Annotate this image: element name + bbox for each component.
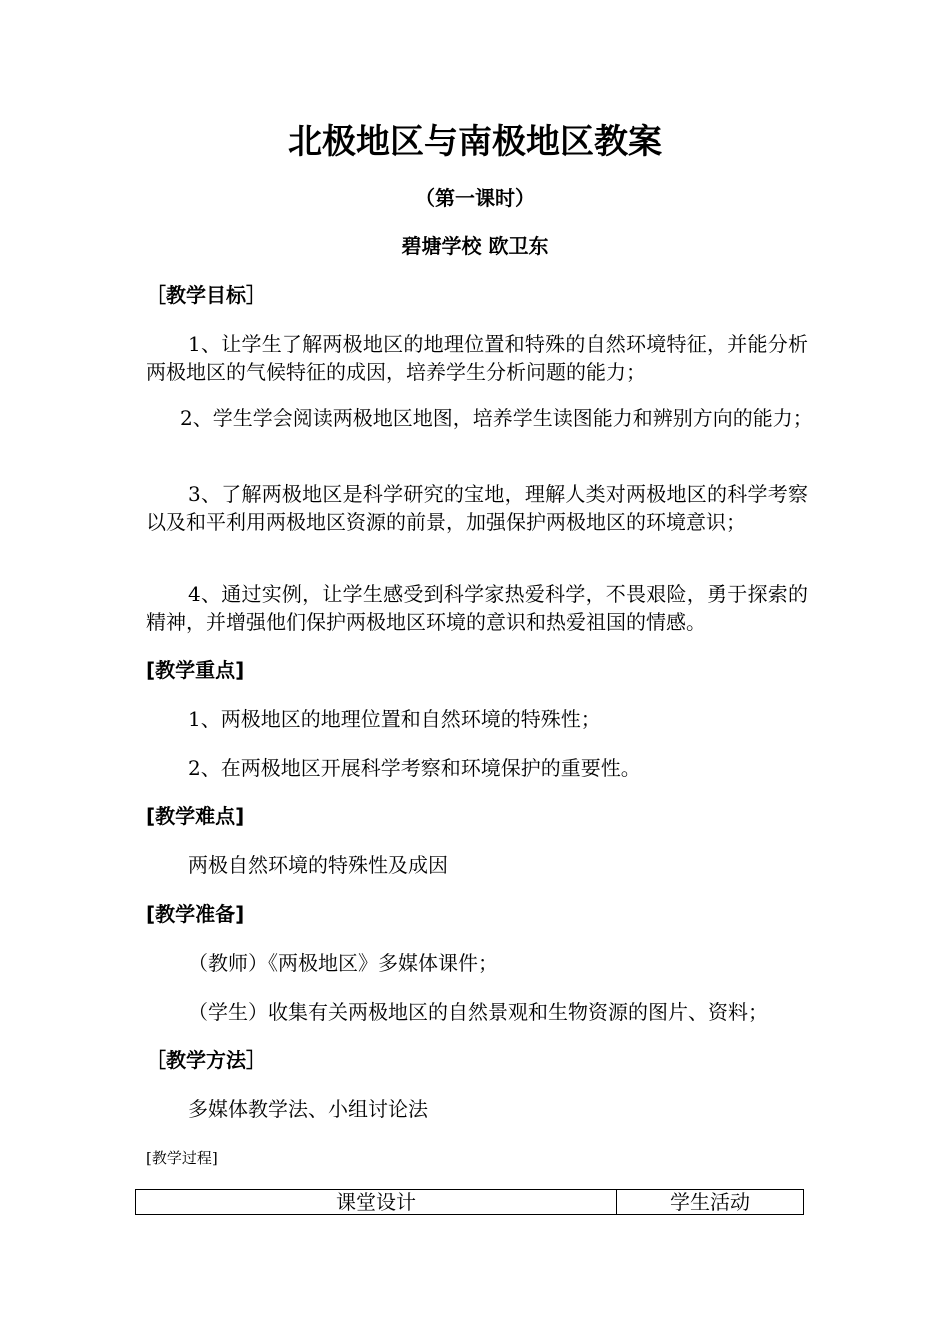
methods-heading: ［教学方法］ bbox=[146, 1048, 266, 1072]
objectives-heading: ［教学目标］ bbox=[146, 283, 266, 307]
process-heading: [教学过程] bbox=[146, 1149, 218, 1167]
key-point-item-1: 1、两极地区的地理位置和自然环境的特殊性； bbox=[188, 707, 601, 731]
objective-item-1: 1、让学生了解两极地区的地理位置和特殊的自然环境特征，并能分析两极地区的气候特征的成因，培养学生分析问题的能力； bbox=[146, 332, 808, 384]
preparation-item-teacher: （教师）《两极地区》多媒体课件； bbox=[188, 951, 498, 975]
objective-item-4: 4、通过实例，让学生感受到科学家热爱科学，不畏艰险，勇于探索的精神，并增强他们保护两极地区环境的意识和热爱祖国的情感。 bbox=[146, 582, 808, 634]
lesson-period: （第一课时） bbox=[415, 186, 535, 210]
column-header-design: 课堂设计 bbox=[136, 1190, 617, 1215]
process-table bbox=[135, 1189, 804, 1215]
key-point-item-2: 2、在两极地区开展科学考察和环境保护的重要性。 bbox=[188, 756, 641, 780]
difficulties-text: 两极自然环境的特殊性及成因 bbox=[188, 853, 448, 877]
column-header-student-activity: 学生活动 bbox=[617, 1190, 804, 1215]
preparation-item-student: （学生）收集有关两极地区的自然景观和生物资源的图片、资料； bbox=[188, 1000, 768, 1024]
methods-text: 多媒体教学法、小组讨论法 bbox=[188, 1097, 428, 1121]
difficulties-heading: [教学难点] bbox=[146, 804, 245, 828]
preparation-heading: [教学准备] bbox=[146, 902, 245, 926]
key-points-heading: [教学重点] bbox=[146, 658, 245, 682]
table-row bbox=[136, 1190, 804, 1215]
objective-item-2: 2、学生学会阅读两极地区地图，培养学生读图能力和辨别方向的能力； bbox=[180, 406, 813, 430]
author-line: 碧塘学校 欧卫东 bbox=[401, 234, 549, 258]
objective-item-3: 3、了解两极地区是科学研究的宝地，理解人类对两极地区的科学考察以及和平利用两极地区资源的前景，加强保护两极地区的环境意识； bbox=[146, 482, 808, 534]
document-title: 北极地区与南极地区教案 bbox=[288, 122, 662, 162]
